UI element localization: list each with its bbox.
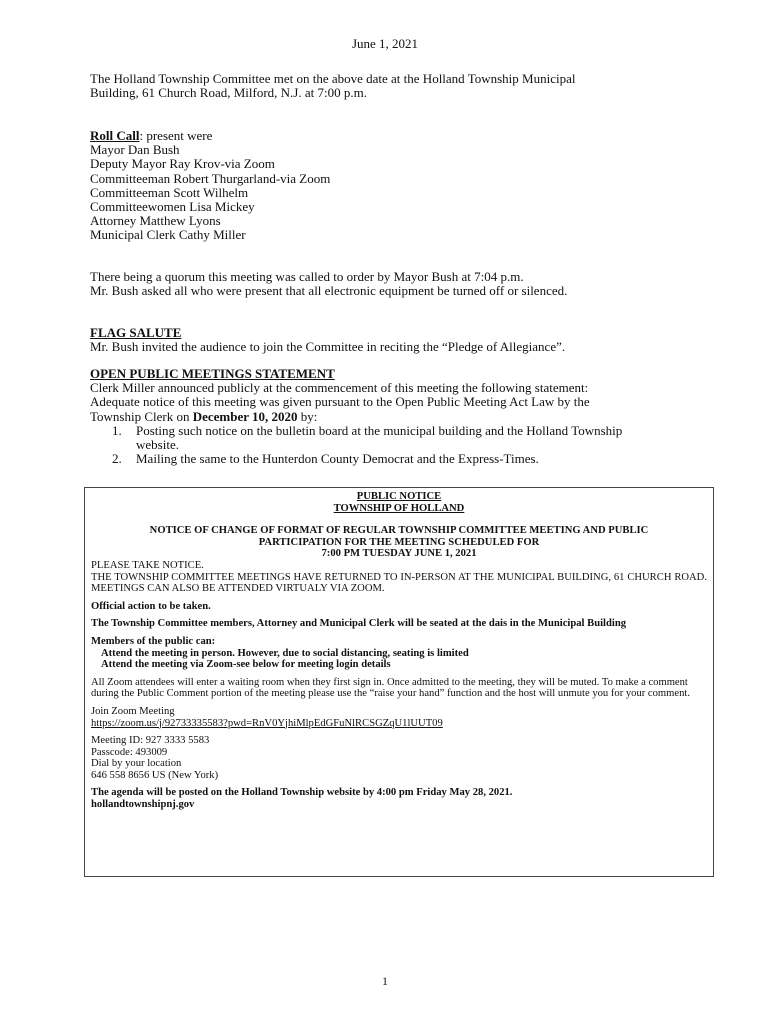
open-meetings-line: Clerk Miller announced publicly at the commencement of this meeting the following statement: (90, 380, 589, 396)
returned-notice: THE TOWNSHIP COMMITTEE MEETINGS HAVE RETURNED TO IN-PERSON AT THE MUNICIPAL BUILDING, 61 CHURCH ROAD. MEETINGS CAN ALSO BE ATTENDED VIRTUALY VIA ZOOM. (91, 571, 707, 595)
list-item-number: 2. (112, 451, 122, 467)
public-notice-box (84, 487, 714, 877)
list-item (90, 424, 690, 452)
roll-call-member: Committeewomen Lisa Mickey (90, 199, 255, 215)
quorum-line: Mr. Bush asked all who were present that all electronic equipment be turned off or silenced. (90, 283, 568, 299)
notice-subtitle: TOWNSHIP OF HOLLAND (333, 502, 465, 514)
open-meetings-heading: OPEN PUBLIC MEETINGS STATEMENT (90, 366, 335, 381)
public-can-heading: Members of the public can: (91, 635, 216, 647)
flag-salute-text: Mr. Bush invited the audience to join the Committee in reciting the “Pledge of Allegiance”. (90, 339, 566, 355)
roll-call-member: Committeeman Robert Thurgarland-via Zoom (90, 170, 331, 186)
flag-salute-section (90, 326, 690, 354)
roll-call-suffix: : present were (139, 128, 213, 143)
open-meetings-section (90, 367, 690, 466)
notice-heading-line: 7:00 PM TUESDAY JUNE 1, 2021 (321, 548, 477, 560)
dial-label: Dial by your location (91, 758, 182, 770)
meeting-date: June 1, 2021 (351, 36, 419, 51)
roll-call-member: Deputy Mayor Ray Krov-via Zoom (90, 156, 275, 172)
dial-number: 646 558 8656 US (New York) (91, 769, 219, 781)
list-item (90, 452, 690, 466)
list-item-text: Posting such notice on the bulletin board at the municipal building and the Holland Township (136, 422, 623, 438)
clerk-suffix: by: (297, 408, 318, 424)
roll-call-member: Attorney Matthew Lyons (90, 213, 221, 229)
list-item-text: Mailing the same to the Hunterdon County Democrat and the Express-Times. (136, 451, 539, 467)
seating-notice: The Township Committee members, Attorney and Municipal Clerk will be seated at the dais in the Municipal Building (91, 618, 627, 630)
list-item-number: 1. (112, 422, 122, 438)
quorum-line: There being a quorum this meeting was called to order by Mayor Bush at 7:04 p.m. (90, 269, 524, 284)
roll-call-heading-line (90, 129, 690, 143)
public-option: Attend the meeting via Zoom-see below for meeting login details (101, 659, 391, 671)
spacer (91, 514, 707, 525)
page-number: 1 (382, 974, 388, 988)
meeting-id: Meeting ID: 927 3333 5583 (91, 735, 210, 747)
notice-title: PUBLIC NOTICE (356, 491, 442, 502)
zoom-instructions: All Zoom attendees will enter a waiting room when they first sign in. Once admitted to the meeting, they will be muted. To make a comment during the Public Comment portion of the meeting please use the “raise your hand” function and the host will unmute you for your comment. (91, 676, 691, 700)
notice-heading-line: NOTICE OF CHANGE OF FORMAT OF REGULAR TOWNSHIP COMMITTEE MEETING AND PUBLIC (149, 525, 649, 537)
passcode: Passcode: 493009 (91, 746, 168, 758)
notice-methods-list (90, 424, 690, 467)
agenda-notice: The agenda will be posted on the Holland Township website by 4:00 pm Friday May 28, 2021. (91, 787, 513, 799)
join-zoom-label: Join Zoom Meeting (91, 705, 175, 717)
quorum-paragraph (90, 270, 690, 298)
open-meetings-line: Adequate notice of this meeting was given pursuant to the Open Public Meeting Act Law by the (90, 394, 590, 410)
intro-line: Building, 61 Church Road, Milford, N.J. at 7:00 p.m. (90, 85, 367, 101)
notice-date: December 10, 2020 (192, 408, 298, 424)
take-notice: PLEASE TAKE NOTICE. (91, 559, 204, 571)
clerk-prefix: Township Clerk on (90, 408, 193, 424)
public-option: Attend the meeting in person. However, due to social distancing, seating is limited (101, 647, 469, 659)
official-action: Official action to be taken. (91, 600, 211, 612)
intro-line: The Holland Township Committee met on the above date at the Holland Township Municipal (90, 71, 576, 86)
intro-paragraph (90, 72, 690, 100)
zoom-link[interactable]: https://zoom.us/j/92733335583?pwd=RnV0YjhiMlpEdGFuNlRCSGZqU1lUUT09 (91, 717, 443, 729)
list-item-text: website. (136, 437, 179, 453)
roll-call-member: Mayor Dan Bush (90, 142, 180, 158)
notice-heading-line: PARTICIPATION FOR THE MEETING SCHEDULED FOR (258, 536, 540, 548)
flag-salute-heading: FLAG SALUTE (90, 325, 182, 340)
website-link[interactable]: hollandtownshipnj.gov (91, 799, 195, 811)
roll-call-heading: Roll Call (90, 128, 140, 143)
roll-call-member: Municipal Clerk Cathy Miller (90, 227, 246, 243)
open-meetings-line (90, 410, 690, 424)
roll-call-section (90, 129, 690, 243)
roll-call-member: Committeeman Scott Wilhelm (90, 184, 249, 200)
